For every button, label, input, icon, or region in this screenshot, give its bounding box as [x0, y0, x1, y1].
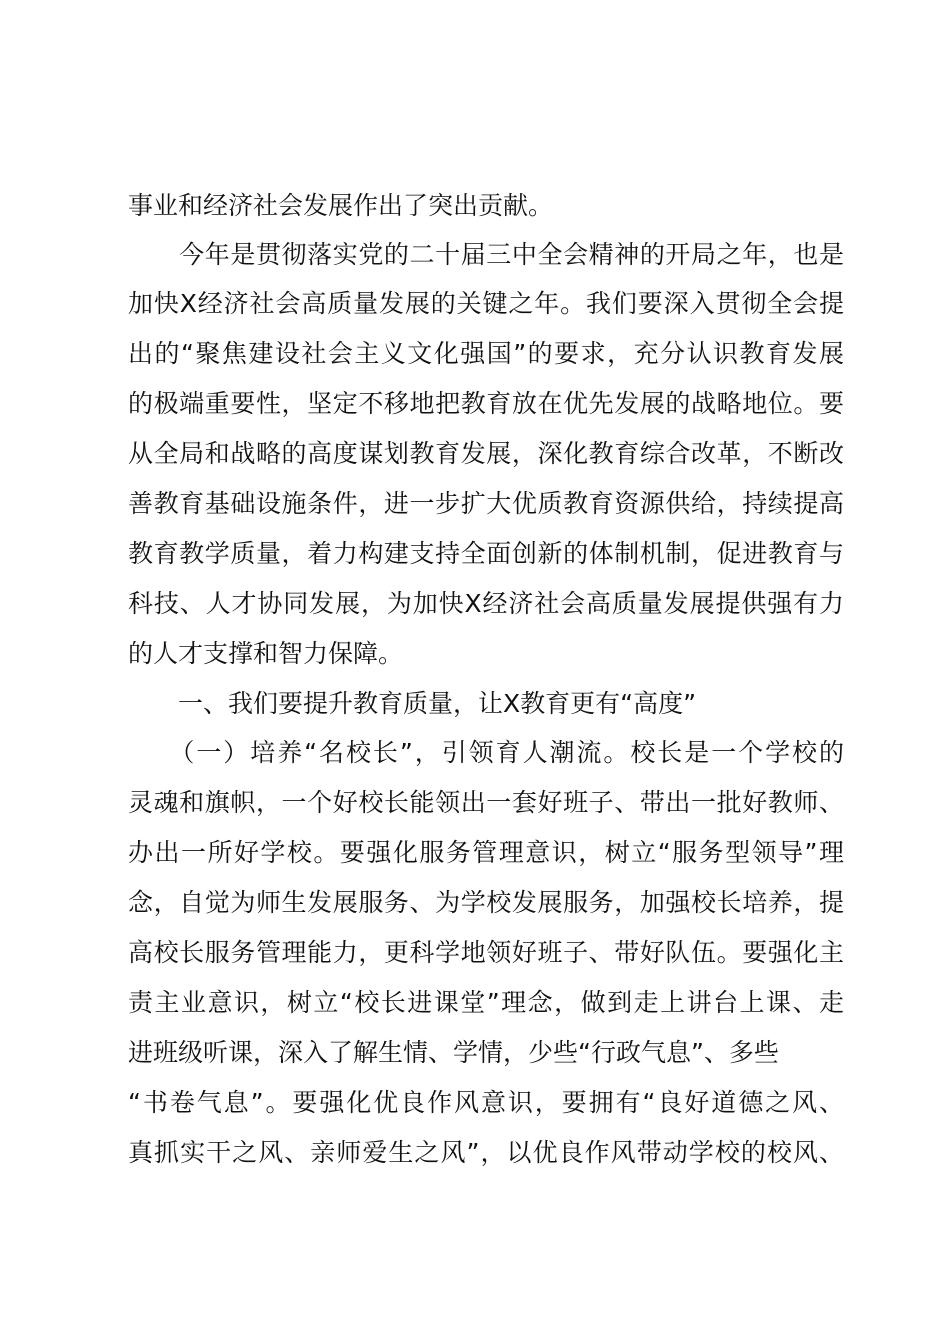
- text-line-20: 真抓实干之风、亲师爱生之风”，以优良作风带动学校的校风、: [128, 1138, 844, 1167]
- text-line-7: 善教育基础设施条件，进一步扩大优质教育资源供给，持续提高: [128, 489, 844, 518]
- text-line-2: 今年是贯彻落实党的二十届三中全会精神的开局之年，也是: [128, 240, 844, 269]
- text-line-1: 事业和经济社会发展作出了突出贡献。: [128, 191, 554, 220]
- text-line-3: 加快X经济社会高质量发展的关键之年。我们要深入贯彻全会提: [128, 289, 844, 318]
- text-line-17: 责主业意识，树立“校长进课堂”理念，做到走上讲台上课、走: [128, 988, 844, 1017]
- text-line-16: 高校长服务管理能力，更科学地领好班子、带好队伍。要强化主: [128, 938, 844, 967]
- text-line-8: 教育教学质量，着力构建支持全面创新的体制机制，促进教育与: [128, 539, 844, 568]
- text-line-15: 念，自觉为师生发展服务、为学校发展服务，加强校长培养，提: [128, 888, 844, 917]
- text-line-4: 出的“聚焦建设社会主义文化强国”的要求，充分认识教育发展: [128, 339, 844, 368]
- text-line-9: 科技、人才协同发展，为加快X经济社会高质量发展提供强有力: [128, 589, 844, 618]
- text-line-10: 的人才支撑和智力保障。: [128, 639, 404, 668]
- text-line-13: 灵魂和旗帜，一个好校长能领出一套好班子、带出一批好教师、: [128, 788, 844, 817]
- text-line-5: 的极端重要性，坚定不移地把教育放在优先发展的战略地位。要: [128, 389, 844, 418]
- text-line-19: “书卷气息”。要强化优良作风意识，要拥有“良好道德之风、: [128, 1088, 844, 1117]
- text-line-18: 进班级听课，深入了解生情、学情，少些“行政气息”、多些: [128, 1038, 779, 1067]
- text-line-12: （一）培养“名校长”，引领育人潮流。校长是一个学校的: [128, 738, 844, 767]
- text-line-6: 从全局和战略的高度谋划教育发展，深化教育综合改革，不断改: [128, 439, 844, 468]
- section-heading: 一、我们要提升教育质量，让X教育更有“高度”: [128, 689, 697, 718]
- text-line-14: 办出一所好学校。要强化服务管理意识，树立“服务型领导”理: [128, 838, 844, 867]
